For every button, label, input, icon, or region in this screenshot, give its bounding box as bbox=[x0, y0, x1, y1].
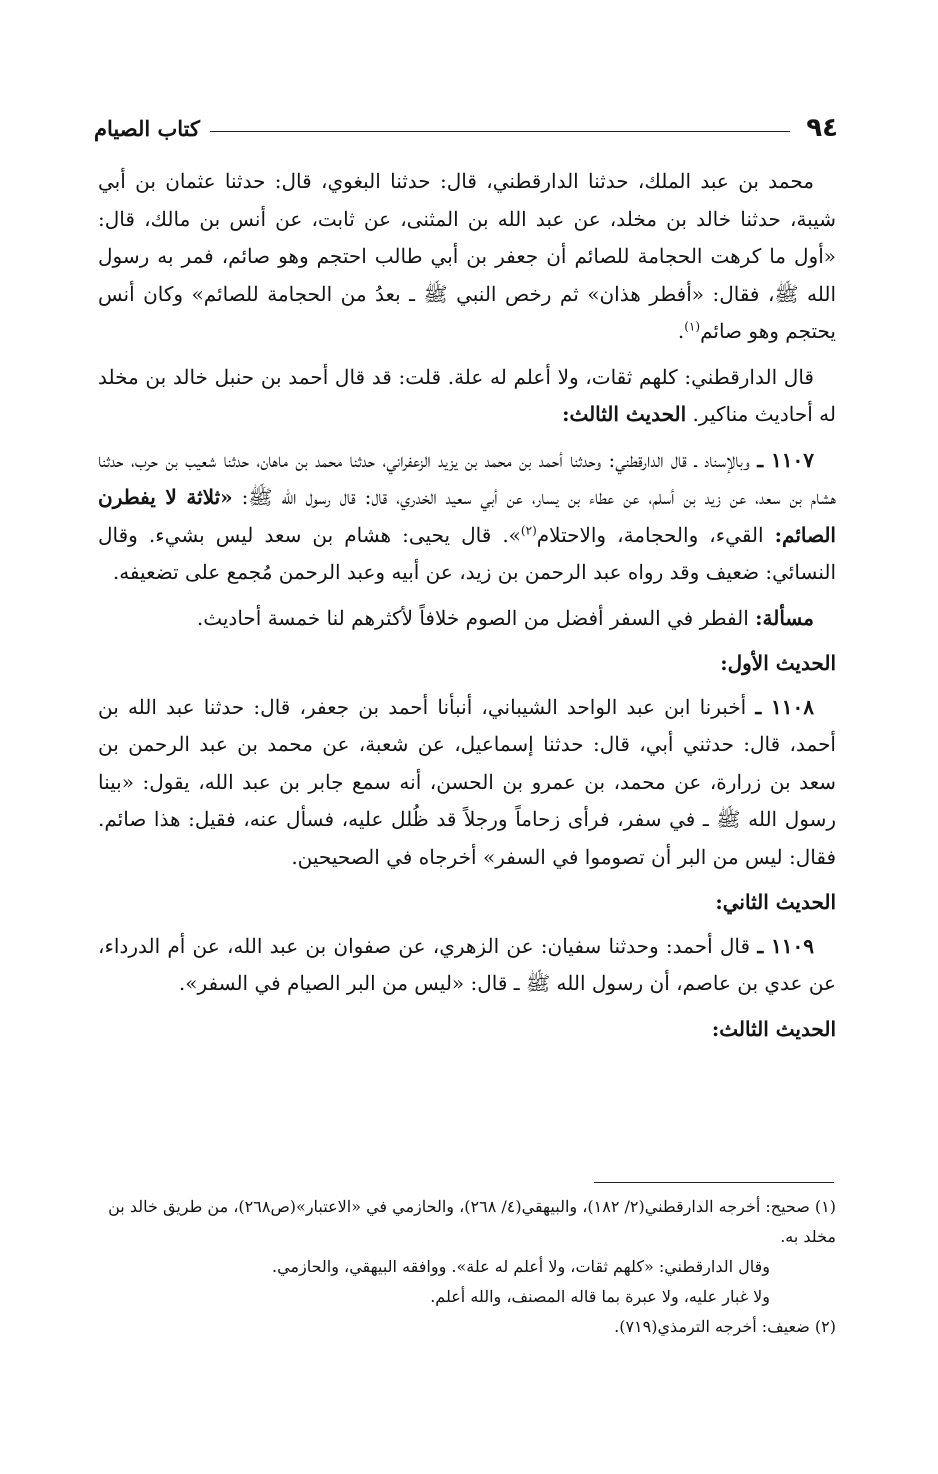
hadith-1107-text-c: ». قال يحيى: هشام بن سعد ليس بشيء. وقال النسائي: ضعيف وقد رواه عبد الرحمن بن زيد، عن أبيه وعبد الرحمن مُجمع على تضعيفه. bbox=[98, 522, 836, 584]
footnote-ref-1: (١) bbox=[684, 319, 701, 334]
paragraph-1-end: . bbox=[677, 319, 685, 343]
hadith-1109 bbox=[98, 928, 836, 1003]
header-rule bbox=[210, 131, 790, 132]
paragraph-1-text: محمد بن عبد الملك، حدثنا الدارقطني، قال: حدثنا البغوي، قال: حدثنا عثمان بن أبي شيبة، حدثنا خالد بن مخلد، عن عبد الله بن المثنى، عن ثابت، عن أنس بن مالك، قال: «أول ما كرهت الحجامة للصائم أن جعفر بن أبي طالب احتجم وهو صائم، فمر به رسول الله ﷺ، فقال: «أفطر هذان» ثم رخص النبي ﷺ ـ بعدُ من الحجامة للصائم» وكان أنس يحتجم وهو صائم bbox=[98, 169, 837, 343]
masala-paragraph bbox=[98, 600, 836, 638]
hadith-1107-quote: «ثلاثة لا يفطرن الصائم: bbox=[98, 485, 836, 547]
heading-second-hadith: الحديث الثاني: bbox=[715, 890, 836, 914]
page-number: ٩٤ bbox=[806, 113, 838, 143]
footnote-ref-2: (٢) bbox=[520, 522, 537, 537]
footnote-1-continued: وقال الدارقطني: «كلهم ثقات، ولا أعلم له علة». ووافقه البيهقي، والحازمي. bbox=[272, 1257, 770, 1276]
hadith-1107-text-b: القيء، والحجامة، والاحتلام bbox=[536, 522, 764, 547]
hadith-1107 bbox=[98, 442, 836, 592]
hadith-number-1107: ١١٠٧ ـ bbox=[757, 447, 814, 472]
heading-first-hadith: الحديث الأول: bbox=[720, 651, 836, 675]
footnotes bbox=[98, 1192, 836, 1342]
footnote-1: (١) صحيح: أخرجه الدارقطني(٢/ ١٨٢)، والبيهقي(٤/ ٢٦٨)، والحازمي في «الاعتبار»(ص٢٦٨)، من طريق خالد بن مخلد به. bbox=[108, 1197, 836, 1246]
main-text bbox=[98, 163, 836, 1054]
running-header bbox=[94, 108, 838, 148]
heading-third-hadith: الحديث الثالث: bbox=[711, 1016, 836, 1041]
book-title: كتاب الصيام bbox=[94, 115, 200, 141]
paragraph-1 bbox=[98, 163, 836, 351]
footnote-2: (٢) ضعيف: أخرجه الترمذي(٧١٩). bbox=[614, 1317, 836, 1336]
footnote-1-remark: ولا غبار عليه، ولا عبرة بما قاله المصنف، والله أعلم. bbox=[430, 1287, 770, 1306]
hadith-1108 bbox=[98, 689, 836, 877]
hadith-number-1109: ١١٠٩ ـ bbox=[757, 933, 815, 958]
footnote-separator bbox=[594, 1182, 834, 1183]
hadith-1109-text: قال أحمد: وحدثنا سفيان: عن الزهري، عن صفوان بن عبد الله، عن أم الدرداء، عن عدي بن عاصم، أن رسول الله ﷺ ـ قال: «ليس من البر الصيام في السفر». bbox=[98, 933, 836, 995]
hadith-1108-text: أخبرنا ابن عبد الواحد الشيباني، أنبأنا أحمد بن جعفر، قال: حدثنا عبد الله بن أحمد، قال: حدثني أبي، قال: حدثنا إسماعيل، عن شعبة، عن محمد بن عبد الرحمن بن سعد بن زرارة، عن محمد، بن عمرو بن الحسن، أنه سمع جابر بن عبد الله، يقول: «بينا رسول الله ﷺ ـ في سفر، فرأى زحاماً ورجلاً قد ظُلل عليه، فسأل عنه، فقيل: هذا صائم. فقال: ليس من البر أن تصوموا في السفر» أخرجاه في الصحيحين. bbox=[98, 694, 836, 869]
hadith-1107-text: وبالإسناد ـ قال الدارقطني: وحدثنا أحمد بن محمد بن يزيد الزعفراني، حدثنا محمد بن ماهان، حدثنا شعيب بن حرب، حدثنا هشام بن سعد، عن زيد بن أسلم، عن عطاء بن يسار، عن أبي سعيد الخدري، قال: قال رسول الله ﷺ: bbox=[98, 447, 837, 509]
masala-label: مسألة: bbox=[755, 605, 814, 630]
masala-text: الفطر في السفر أفضل من الصوم خلافاً لأكثرهم لنا خمسة أحاديث. bbox=[196, 605, 749, 630]
paragraph-2-text: قال الدارقطني: كلهم ثقات، ولا أعلم له علة. قلت: قد قال أحمد بن حنبل خالد بن مخلد له أحاديث مناكير. bbox=[98, 364, 836, 426]
hadith-number-1108: ١١٠٨ ـ bbox=[755, 694, 814, 719]
paragraph-2 bbox=[98, 359, 836, 434]
inline-heading-third-hadith: الحديث الثالث: bbox=[562, 402, 687, 426]
